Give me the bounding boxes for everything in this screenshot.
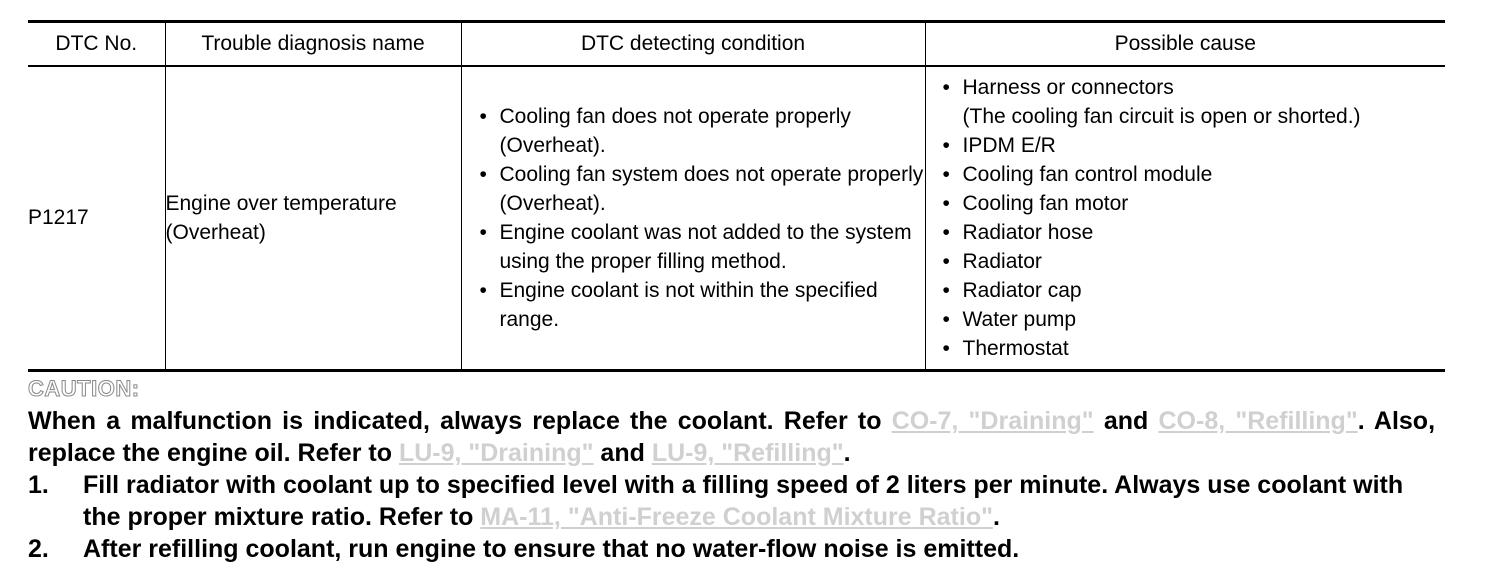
list-item: • Cooling fan does not operate properly (Overheat). — [477, 102, 925, 160]
cause-list — [940, 73, 1446, 363]
link-co-7-draining[interactable]: CO-7, "Draining" — [891, 407, 1094, 435]
header-possible-cause: Possible cause — [925, 22, 1445, 67]
table-header-row — [28, 22, 1445, 67]
caution-text-part: and — [1093, 407, 1159, 435]
list-item: • Engine coolant was not added to the system using the proper filling method. — [477, 218, 925, 276]
step-text-end: . — [992, 503, 1000, 531]
step-item — [28, 533, 1435, 565]
list-item: • Thermostat — [940, 334, 1446, 363]
step-text: Fill radiator with coolant up to specified level with a filling speed of 2 liters per minute. Always use coolant with the proper mixture ratio. Refer to — [83, 471, 1404, 531]
notes-section — [28, 376, 1435, 565]
cause-harness: Harness or connectors — [962, 76, 1174, 99]
caution-text-part: . — [843, 439, 851, 467]
list-item: • Cooling fan system does not operate properly (Overheat). — [477, 160, 925, 218]
header-trouble-diagnosis-name: Trouble diagnosis name — [165, 22, 461, 67]
list-item: • Water pump — [940, 305, 1446, 334]
list-item: • Cooling fan motor — [940, 189, 1446, 218]
link-lu-9-refilling[interactable]: LU-9, "Refilling" — [651, 439, 844, 467]
list-item: • Cooling fan control module — [940, 160, 1446, 189]
list-item: • Radiator cap — [940, 276, 1446, 305]
list-item: • Radiator hose — [940, 218, 1446, 247]
detecting-condition-cell — [461, 66, 925, 371]
step-item — [28, 469, 1435, 533]
procedure-steps — [28, 469, 1435, 565]
step-text: After refilling coolant, run engine to ensure that no water-flow noise is emitted. — [83, 535, 1020, 563]
list-item — [940, 73, 1446, 131]
step-number: 2. — [28, 535, 49, 563]
list-item: • Engine coolant is not within the specified range. — [477, 276, 925, 334]
list-item: • Radiator — [940, 247, 1446, 276]
diagnosis-name-line1: Engine over temperature — [165, 192, 397, 215]
diagnosis-name-line2: (Overheat) — [165, 221, 266, 244]
dtc-table — [28, 20, 1445, 372]
header-dtc-detecting-condition: DTC detecting condition — [461, 22, 925, 67]
caution-text — [28, 405, 1435, 469]
link-co-8-refilling[interactable]: CO-8, "Refilling" — [1158, 407, 1358, 435]
caution-text-part: . Also, replace the engine oil. Refer to — [28, 407, 1436, 467]
diagnosis-name-cell — [165, 66, 461, 371]
possible-cause-cell — [925, 66, 1445, 371]
link-lu-9-draining[interactable]: LU-9, "Draining" — [398, 439, 594, 467]
table-row — [28, 66, 1445, 371]
caution-title: CAUTION: — [28, 376, 140, 401]
link-ma-11-coolant-mixture-ratio[interactable]: MA-11, "Anti-Freeze Coolant Mixture Ratio" — [480, 503, 993, 531]
step-number: 1. — [28, 471, 49, 499]
caution-text-part: When a malfunction is indicated, always replace the coolant. Refer to — [28, 407, 892, 435]
list-item: • IPDM E/R — [940, 131, 1446, 160]
caution-text-part: and — [593, 439, 652, 467]
cause-harness-detail: (The cooling fan circuit is open or shorted.) — [962, 105, 1361, 128]
dtc-code-cell: P1217 — [28, 206, 89, 229]
header-dtc-no: DTC No. — [55, 32, 138, 55]
condition-list — [477, 102, 925, 334]
